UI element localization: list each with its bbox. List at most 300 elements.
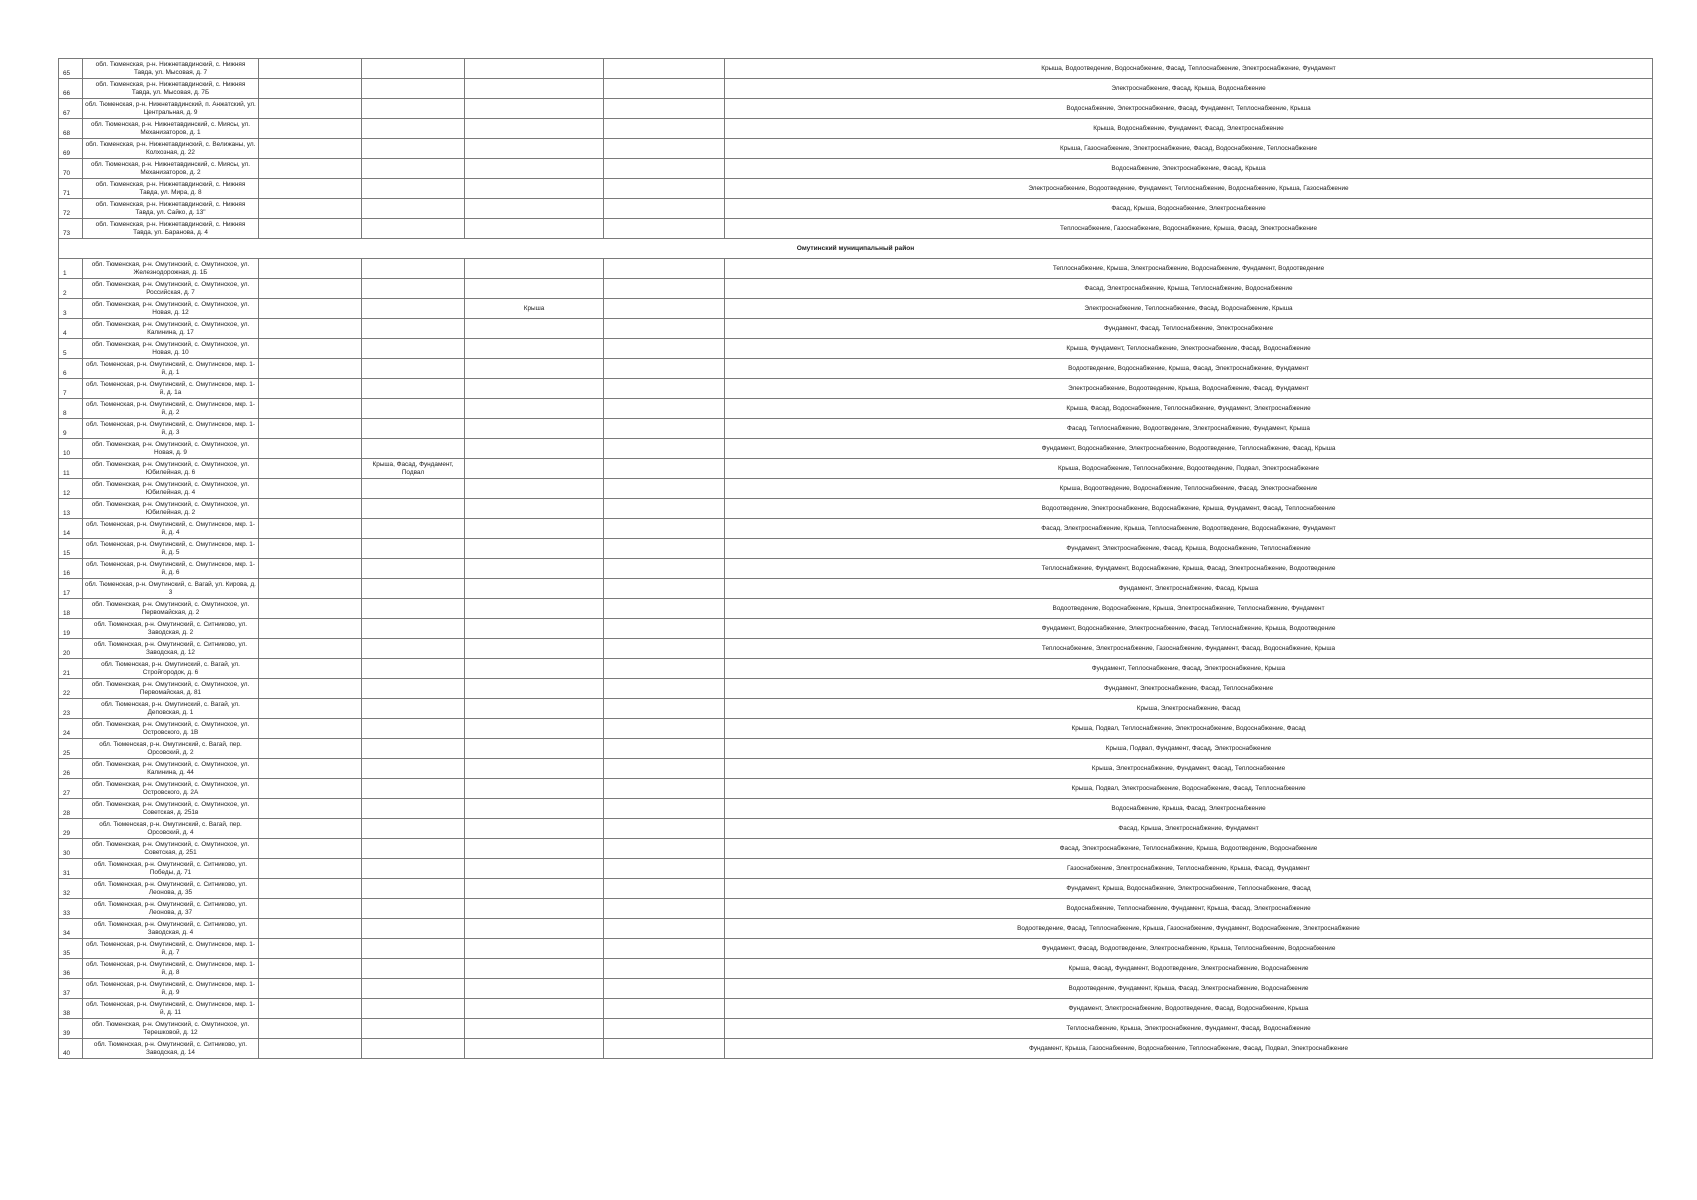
column-4-cell bbox=[362, 139, 465, 159]
row-number: 13 bbox=[59, 499, 83, 519]
column-5-cell bbox=[465, 959, 604, 979]
column-5-cell bbox=[465, 119, 604, 139]
row-number: 39 bbox=[59, 1019, 83, 1039]
column-4-cell bbox=[362, 319, 465, 339]
column-4-cell bbox=[362, 499, 465, 519]
column-4-cell bbox=[362, 999, 465, 1019]
address-cell: обл. Тюменская, р-н. Омутинский, с. Омутинское, ул. Юбилейная, д. 4 bbox=[83, 479, 259, 499]
column-6-cell bbox=[604, 299, 725, 319]
column-4-cell bbox=[362, 799, 465, 819]
table-row bbox=[59, 419, 1653, 439]
column-3-cell bbox=[259, 399, 362, 419]
column-6-cell bbox=[604, 419, 725, 439]
column-4-cell bbox=[362, 979, 465, 999]
column-6-cell bbox=[604, 379, 725, 399]
column-3-cell bbox=[259, 99, 362, 119]
address-cell: обл. Тюменская, р-н. Омутинский, с. Омутинское, мкр. 1-й, д. 1а bbox=[83, 379, 259, 399]
address-cell: обл. Тюменская, р-н. Омутинский, с. Омутинское, ул. Калинина, д. 44 bbox=[83, 759, 259, 779]
row-number: 4 bbox=[59, 319, 83, 339]
column-5-cell bbox=[465, 979, 604, 999]
row-number: 36 bbox=[59, 959, 83, 979]
column-6-cell bbox=[604, 819, 725, 839]
column-3-cell bbox=[259, 479, 362, 499]
column-3-cell bbox=[259, 699, 362, 719]
table-row bbox=[59, 859, 1653, 879]
column-6-cell bbox=[604, 499, 725, 519]
address-cell: обл. Тюменская, р-н. Омутинский, с. Ситниково, ул. Заводская, д. 4 bbox=[83, 919, 259, 939]
works-list-cell: Электроснабжение, Фасад, Крыша, Водоснабжение bbox=[725, 79, 1653, 99]
column-5-cell bbox=[465, 779, 604, 799]
row-number: 7 bbox=[59, 379, 83, 399]
works-list-cell: Фасад, Крыша, Водоснабжение, Электроснабжение bbox=[725, 199, 1653, 219]
row-number: 8 bbox=[59, 399, 83, 419]
row-number: 29 bbox=[59, 819, 83, 839]
table-row bbox=[59, 839, 1653, 859]
column-4-cell bbox=[362, 879, 465, 899]
column-4-cell bbox=[362, 919, 465, 939]
address-cell: обл. Тюменская, р-н. Нижнетавдинский, с. Миясы, ул. Механизаторов, д. 1 bbox=[83, 119, 259, 139]
row-number: 27 bbox=[59, 779, 83, 799]
column-5-cell bbox=[465, 319, 604, 339]
column-6-cell bbox=[604, 739, 725, 759]
works-list-cell: Фасад, Электроснабжение, Теплоснабжение, Крыша, Водоотведение, Водоснабжение bbox=[725, 839, 1653, 859]
works-list-cell: Электроснабжение, Теплоснабжение, Фасад, Водоснабжение, Крыша bbox=[725, 299, 1653, 319]
works-list-cell: Водоотведение, Водоснабжение, Крыша, Фасад, Электроснабжение, Фундамент bbox=[725, 359, 1653, 379]
column-3-cell bbox=[259, 719, 362, 739]
section-header-row bbox=[59, 239, 1653, 259]
column-3-cell bbox=[259, 379, 362, 399]
column-5-cell bbox=[465, 199, 604, 219]
row-number: 28 bbox=[59, 799, 83, 819]
table-row bbox=[59, 299, 1653, 319]
address-cell: обл. Тюменская, р-н. Омутинский, с. Омутинское, ул. Островского, д. 2А bbox=[83, 779, 259, 799]
address-cell: обл. Тюменская, р-н. Омутинский, с. Омутинское, ул. Юбилейная, д. 2 bbox=[83, 499, 259, 519]
column-5-cell bbox=[465, 379, 604, 399]
address-cell: обл. Тюменская, р-н. Омутинский, с. Ситниково, ул. Заводская, д. 2 bbox=[83, 619, 259, 639]
column-3-cell bbox=[259, 559, 362, 579]
table-row bbox=[59, 699, 1653, 719]
address-cell: обл. Тюменская, р-н. Омутинский, с. Омутинское, ул. Советская, д. 251 bbox=[83, 839, 259, 859]
column-6-cell bbox=[604, 679, 725, 699]
works-list-cell: Крыша, Водоснабжение, Теплоснабжение, Водоотведение, Подвал, Электроснабжение bbox=[725, 459, 1653, 479]
address-cell: обл. Тюменская, р-н. Омутинский, с. Омутинское, ул. Калинина, д. 17 bbox=[83, 319, 259, 339]
row-number: 70 bbox=[59, 159, 83, 179]
column-3-cell bbox=[259, 959, 362, 979]
column-6-cell bbox=[604, 119, 725, 139]
column-4-cell bbox=[362, 539, 465, 559]
column-4-cell bbox=[362, 119, 465, 139]
column-3-cell bbox=[259, 759, 362, 779]
column-4-cell bbox=[362, 479, 465, 499]
row-number: 33 bbox=[59, 899, 83, 919]
row-number: 22 bbox=[59, 679, 83, 699]
column-4-cell bbox=[362, 559, 465, 579]
works-list-cell: Фундамент, Электроснабжение, Водоотведение, Фасад, Водоснабжение, Крыша bbox=[725, 999, 1653, 1019]
column-6-cell bbox=[604, 159, 725, 179]
column-5-cell bbox=[465, 559, 604, 579]
table-row bbox=[59, 719, 1653, 739]
column-6-cell bbox=[604, 259, 725, 279]
works-list-cell: Газоснабжение, Электроснабжение, Теплоснабжение, Крыша, Фасад, Фундамент bbox=[725, 859, 1653, 879]
works-list-cell: Крыша, Водоотведение, Водоснабжение, Теплоснабжение, Фасад, Электроснабжение bbox=[725, 479, 1653, 499]
column-5-cell bbox=[465, 859, 604, 879]
table-row bbox=[59, 99, 1653, 119]
column-3-cell bbox=[259, 319, 362, 339]
row-number: 71 bbox=[59, 179, 83, 199]
address-cell: обл. Тюменская, р-н. Нижнетавдинский, с. Миясы, ул. Механизаторов, д. 2 bbox=[83, 159, 259, 179]
column-5-cell bbox=[465, 519, 604, 539]
column-3-cell bbox=[259, 579, 362, 599]
column-6-cell bbox=[604, 459, 725, 479]
address-cell: обл. Тюменская, р-н. Омутинский, с. Ситниково, ул. Леонова, д. 35 bbox=[83, 879, 259, 899]
column-6-cell bbox=[604, 539, 725, 559]
works-list-cell: Крыша, Электроснабжение, Фундамент, Фасад, Теплоснабжение bbox=[725, 759, 1653, 779]
column-4-cell bbox=[362, 379, 465, 399]
column-5-cell bbox=[465, 499, 604, 519]
column-4-cell bbox=[362, 519, 465, 539]
column-4-cell bbox=[362, 179, 465, 199]
column-3-cell bbox=[259, 459, 362, 479]
table-row bbox=[59, 199, 1653, 219]
column-4-cell bbox=[362, 399, 465, 419]
works-list-cell: Водоотведение, Фасад, Теплоснабжение, Крыша, Газоснабжение, Фундамент, Водоснабжение, Электроснабжение bbox=[725, 919, 1653, 939]
column-3-cell bbox=[259, 119, 362, 139]
address-cell: обл. Тюменская, р-н. Омутинский, с. Омутинское, ул. Российская, д. 7 bbox=[83, 279, 259, 299]
row-number: 40 bbox=[59, 1039, 83, 1059]
column-6-cell bbox=[604, 919, 725, 939]
column-5-cell bbox=[465, 179, 604, 199]
column-5-cell bbox=[465, 159, 604, 179]
address-cell: обл. Тюменская, р-н. Омутинский, с. Омутинское, ул. Советская, д. 251в bbox=[83, 799, 259, 819]
column-3-cell bbox=[259, 539, 362, 559]
column-5-cell bbox=[465, 399, 604, 419]
column-6-cell bbox=[604, 179, 725, 199]
column-4-cell bbox=[362, 259, 465, 279]
address-cell: обл. Тюменская, р-н. Нижнетавдинский, с. Нижняя Тавда, ул. Сайко, д. 13" bbox=[83, 199, 259, 219]
table-row bbox=[59, 939, 1653, 959]
works-list-cell: Фундамент, Фасад, Водоотведение, Электроснабжение, Крыша, Теплоснабжение, Водоснабжение bbox=[725, 939, 1653, 959]
column-4-cell bbox=[362, 79, 465, 99]
column-3-cell bbox=[259, 259, 362, 279]
column-6-cell bbox=[604, 399, 725, 419]
column-4-cell bbox=[362, 159, 465, 179]
address-cell: обл. Тюменская, р-н. Омутинский, с. Омутинское, мкр. 1-й, д. 1 bbox=[83, 359, 259, 379]
address-cell: обл. Тюменская, р-н. Омутинский, с. Вагай, ул. Стройгородок, д. 6 bbox=[83, 659, 259, 679]
column-4-cell bbox=[362, 679, 465, 699]
row-number: 37 bbox=[59, 979, 83, 999]
column-3-cell bbox=[259, 999, 362, 1019]
column-6-cell bbox=[604, 319, 725, 339]
column-4-cell bbox=[362, 219, 465, 239]
table-row bbox=[59, 879, 1653, 899]
column-5-cell bbox=[465, 739, 604, 759]
works-list-cell: Теплоснабжение, Крыша, Электроснабжение, Водоснабжение, Фундамент, Водоотведение bbox=[725, 259, 1653, 279]
column-4-cell bbox=[362, 639, 465, 659]
table-row bbox=[59, 679, 1653, 699]
column-3-cell bbox=[259, 879, 362, 899]
column-6-cell bbox=[604, 979, 725, 999]
column-3-cell bbox=[259, 499, 362, 519]
works-list-cell: Водоснабжение, Электроснабжение, Фасад, Фундамент, Теплоснабжение, Крыша bbox=[725, 99, 1653, 119]
column-5-cell bbox=[465, 439, 604, 459]
row-number: 73 bbox=[59, 219, 83, 239]
column-3-cell bbox=[259, 859, 362, 879]
column-4-cell bbox=[362, 719, 465, 739]
column-6-cell bbox=[604, 939, 725, 959]
address-cell: обл. Тюменская, р-н. Омутинский, с. Омутинское, мкр. 1-й, д. 6 bbox=[83, 559, 259, 579]
column-3-cell bbox=[259, 79, 362, 99]
column-3-cell bbox=[259, 179, 362, 199]
table-row bbox=[59, 319, 1653, 339]
table-row bbox=[59, 979, 1653, 999]
row-number: 72 bbox=[59, 199, 83, 219]
works-list-cell: Крыша, Газоснабжение, Электроснабжение, Фасад, Водоснабжение, Теплоснабжение bbox=[725, 139, 1653, 159]
address-cell: обл. Тюменская, р-н. Омутинский, с. Вагай, пер. Орсовский, д. 4 bbox=[83, 819, 259, 839]
column-6-cell bbox=[604, 839, 725, 859]
row-number: 20 bbox=[59, 639, 83, 659]
column-6-cell bbox=[604, 779, 725, 799]
row-number: 67 bbox=[59, 99, 83, 119]
column-4-cell bbox=[362, 819, 465, 839]
row-number: 35 bbox=[59, 939, 83, 959]
row-number: 26 bbox=[59, 759, 83, 779]
column-3-cell bbox=[259, 779, 362, 799]
row-number: 31 bbox=[59, 859, 83, 879]
column-6-cell bbox=[604, 479, 725, 499]
table-row bbox=[59, 639, 1653, 659]
table-row bbox=[59, 799, 1653, 819]
works-list-cell: Фундамент, Теплоснабжение, Фасад, Электроснабжение, Крыша bbox=[725, 659, 1653, 679]
column-5-cell bbox=[465, 259, 604, 279]
works-list-cell: Водоснабжение, Теплоснабжение, Фундамент, Крыша, Фасад, Электроснабжение bbox=[725, 899, 1653, 919]
row-number: 23 bbox=[59, 699, 83, 719]
column-5-cell bbox=[465, 459, 604, 479]
works-list-cell: Крыша, Водоотведение, Водоснабжение, Фасад, Теплоснабжение, Электроснабжение, Фундамент bbox=[725, 59, 1653, 79]
row-number: 34 bbox=[59, 919, 83, 939]
column-6-cell bbox=[604, 759, 725, 779]
table-row bbox=[59, 779, 1653, 799]
table-row bbox=[59, 399, 1653, 419]
column-4-cell bbox=[362, 419, 465, 439]
works-list-cell: Фундамент, Электроснабжение, Фасад, Крыша bbox=[725, 579, 1653, 599]
column-6-cell bbox=[604, 799, 725, 819]
row-number: 6 bbox=[59, 359, 83, 379]
address-cell: обл. Тюменская, р-н. Нижнетавдинский, с. Нижняя Тавда, ул. Мысовая, д. 7 bbox=[83, 59, 259, 79]
column-4-cell bbox=[362, 579, 465, 599]
address-cell: обл. Тюменская, р-н. Омутинский, с. Омутинское, ул. Новая, д. 9 bbox=[83, 439, 259, 459]
table-row bbox=[59, 1019, 1653, 1039]
works-table bbox=[58, 58, 1653, 1059]
column-6-cell bbox=[604, 639, 725, 659]
column-5-cell bbox=[465, 599, 604, 619]
column-4-cell bbox=[362, 619, 465, 639]
table-row bbox=[59, 999, 1653, 1019]
column-4-cell bbox=[362, 299, 465, 319]
works-list-cell: Водоотведение, Электроснабжение, Водоснабжение, Крыша, Фундамент, Фасад, Теплоснабжение bbox=[725, 499, 1653, 519]
address-cell: обл. Тюменская, р-н. Омутинский, с. Омутинское, мкр. 1-й, д. 9 bbox=[83, 979, 259, 999]
table-row bbox=[59, 159, 1653, 179]
column-4-cell bbox=[362, 779, 465, 799]
column-3-cell bbox=[259, 679, 362, 699]
column-3-cell bbox=[259, 899, 362, 919]
row-number: 17 bbox=[59, 579, 83, 599]
address-cell: обл. Тюменская, р-н. Омутинский, с. Омутинское, мкр. 1-й, д. 3 bbox=[83, 419, 259, 439]
column-4-cell bbox=[362, 939, 465, 959]
table-body-after-section bbox=[59, 259, 1653, 1059]
column-5-cell bbox=[465, 59, 604, 79]
column-4-cell bbox=[362, 659, 465, 679]
column-6-cell bbox=[604, 279, 725, 299]
works-list-cell: Фасад, Электроснабжение, Крыша, Теплоснабжение, Водоснабжение bbox=[725, 279, 1653, 299]
table-row bbox=[59, 759, 1653, 779]
column-3-cell bbox=[259, 639, 362, 659]
address-cell: обл. Тюменская, р-н. Нижнетавдинский, с. Велижаны, ул. Колхозная, д. 22 bbox=[83, 139, 259, 159]
address-cell: обл. Тюменская, р-н. Омутинский, с. Ситниково, ул. Победы, д. 71 bbox=[83, 859, 259, 879]
column-4-cell bbox=[362, 1019, 465, 1039]
works-list-cell: Крыша, Подвал, Теплоснабжение, Электроснабжение, Водоснабжение, Фасад bbox=[725, 719, 1653, 739]
works-list-cell: Крыша, Фундамент, Теплоснабжение, Электроснабжение, Фасад, Водоснабжение bbox=[725, 339, 1653, 359]
column-4-cell bbox=[362, 699, 465, 719]
column-3-cell bbox=[259, 439, 362, 459]
column-5-cell bbox=[465, 699, 604, 719]
works-list-cell: Крыша, Фасад, Водоснабжение, Теплоснабжение, Фундамент, Электроснабжение bbox=[725, 399, 1653, 419]
column-3-cell bbox=[259, 659, 362, 679]
column-6-cell bbox=[604, 79, 725, 99]
works-list-cell: Электроснабжение, Водоотведение, Крыша, Водоснабжение, Фасад, Фундамент bbox=[725, 379, 1653, 399]
works-list-cell: Водоотведение, Водоснабжение, Крыша, Электроснабжение, Теплоснабжение, Фундамент bbox=[725, 599, 1653, 619]
table-row bbox=[59, 619, 1653, 639]
works-list-cell: Фундамент, Водоснабжение, Электроснабжение, Водоотведение, Теплоснабжение, Фасад, Крыша bbox=[725, 439, 1653, 459]
address-cell: обл. Тюменская, р-н. Омутинский, с. Омутинское, ул. Первомайская, д. 81 bbox=[83, 679, 259, 699]
works-list-cell: Фундамент, Крыша, Водоснабжение, Электроснабжение, Теплоснабжение, Фасад bbox=[725, 879, 1653, 899]
column-6-cell bbox=[604, 199, 725, 219]
table-row bbox=[59, 219, 1653, 239]
table-row bbox=[59, 899, 1653, 919]
address-cell: обл. Тюменская, р-н. Омутинский, с. Омутинское, мкр. 1-й, д. 7 bbox=[83, 939, 259, 959]
column-3-cell bbox=[259, 979, 362, 999]
address-cell: обл. Тюменская, р-н. Омутинский, с. Вагай, ул. Кирова, д. 3 bbox=[83, 579, 259, 599]
table-row bbox=[59, 739, 1653, 759]
table-row bbox=[59, 919, 1653, 939]
table-body-before-section bbox=[59, 59, 1653, 239]
table-row bbox=[59, 959, 1653, 979]
row-number: 10 bbox=[59, 439, 83, 459]
works-list-cell: Водоснабжение, Электроснабжение, Фасад, Крыша bbox=[725, 159, 1653, 179]
column-4-cell bbox=[362, 899, 465, 919]
column-5-cell bbox=[465, 359, 604, 379]
column-6-cell bbox=[604, 619, 725, 639]
column-3-cell bbox=[259, 139, 362, 159]
row-number: 14 bbox=[59, 519, 83, 539]
address-cell: обл. Тюменская, р-н. Нижнетавдинский, с. Нижняя Тавда, ул. Мира, д. 8 bbox=[83, 179, 259, 199]
works-list-cell: Теплоснабжение, Фундамент, Водоснабжение, Крыша, Фасад, Электроснабжение, Водоотведение bbox=[725, 559, 1653, 579]
row-number: 19 bbox=[59, 619, 83, 639]
row-number: 38 bbox=[59, 999, 83, 1019]
column-6-cell bbox=[604, 659, 725, 679]
column-4-cell bbox=[362, 859, 465, 879]
column-5-cell bbox=[465, 579, 604, 599]
column-3-cell bbox=[259, 159, 362, 179]
column-5-cell bbox=[465, 879, 604, 899]
column-3-cell bbox=[259, 599, 362, 619]
column-4-cell: Крыша, Фасад, Фундамент, Подвал bbox=[362, 459, 465, 479]
table-row bbox=[59, 79, 1653, 99]
row-number: 1 bbox=[59, 259, 83, 279]
column-3-cell bbox=[259, 59, 362, 79]
column-4-cell bbox=[362, 739, 465, 759]
column-5-cell bbox=[465, 219, 604, 239]
works-list-cell: Фундамент, Фасад, Теплоснабжение, Электроснабжение bbox=[725, 319, 1653, 339]
column-4-cell bbox=[362, 959, 465, 979]
table-row bbox=[59, 819, 1653, 839]
table-row bbox=[59, 459, 1653, 479]
column-5-cell: Крыша bbox=[465, 299, 604, 319]
column-5-cell bbox=[465, 419, 604, 439]
column-3-cell bbox=[259, 919, 362, 939]
column-5-cell bbox=[465, 679, 604, 699]
address-cell: обл. Тюменская, р-н. Нижнетавдинский, с. Нижняя Тавда, ул. Баранова, д. 4 bbox=[83, 219, 259, 239]
column-5-cell bbox=[465, 539, 604, 559]
works-list-cell: Теплоснабжение, Крыша, Электроснабжение, Фундамент, Фасад, Водоснабжение bbox=[725, 1019, 1653, 1039]
column-6-cell bbox=[604, 359, 725, 379]
column-3-cell bbox=[259, 839, 362, 859]
section-header-body bbox=[59, 239, 1653, 259]
table-row bbox=[59, 599, 1653, 619]
works-list-cell: Крыша, Подвал, Фундамент, Фасад, Электроснабжение bbox=[725, 739, 1653, 759]
table-row bbox=[59, 1039, 1653, 1059]
works-list-cell: Фундамент, Водоснабжение, Электроснабжение, Фасад, Теплоснабжение, Крыша, Водоотведение bbox=[725, 619, 1653, 639]
column-4-cell bbox=[362, 599, 465, 619]
column-5-cell bbox=[465, 999, 604, 1019]
column-4-cell bbox=[362, 99, 465, 119]
column-5-cell bbox=[465, 339, 604, 359]
column-5-cell bbox=[465, 939, 604, 959]
table-row bbox=[59, 139, 1653, 159]
column-5-cell bbox=[465, 279, 604, 299]
section-title: Омутинский муниципальный район bbox=[59, 239, 1653, 259]
column-5-cell bbox=[465, 919, 604, 939]
row-number: 24 bbox=[59, 719, 83, 739]
address-cell: обл. Тюменская, р-н. Омутинский, с. Омутинское, мкр. 1-й, д. 11 bbox=[83, 999, 259, 1019]
column-3-cell bbox=[259, 199, 362, 219]
row-number: 12 bbox=[59, 479, 83, 499]
table-row bbox=[59, 519, 1653, 539]
table-row bbox=[59, 439, 1653, 459]
column-5-cell bbox=[465, 479, 604, 499]
column-5-cell bbox=[465, 799, 604, 819]
row-number: 18 bbox=[59, 599, 83, 619]
column-6-cell bbox=[604, 59, 725, 79]
column-5-cell bbox=[465, 759, 604, 779]
column-3-cell bbox=[259, 359, 362, 379]
address-cell: обл. Тюменская, р-н. Омутинский, с. Вагай, ул. Деповская, д. 1 bbox=[83, 699, 259, 719]
row-number: 3 bbox=[59, 299, 83, 319]
table-row bbox=[59, 339, 1653, 359]
column-6-cell bbox=[604, 859, 725, 879]
address-cell: обл. Тюменская, р-н. Омутинский, с. Омутинское, ул. Железнодорожная, д. 1Б bbox=[83, 259, 259, 279]
column-4-cell bbox=[362, 839, 465, 859]
column-3-cell bbox=[259, 339, 362, 359]
column-3-cell bbox=[259, 739, 362, 759]
address-cell: обл. Тюменская, р-н. Омутинский, с. Ситниково, ул. Леонова, д. 37 bbox=[83, 899, 259, 919]
column-3-cell bbox=[259, 819, 362, 839]
address-cell: обл. Тюменская, р-н. Омутинский, с. Вагай, пер. Орсовский, д. 2 bbox=[83, 739, 259, 759]
row-number: 2 bbox=[59, 279, 83, 299]
row-number: 66 bbox=[59, 79, 83, 99]
works-list-cell: Крыша, Водоснабжение, Фундамент, Фасад, Электроснабжение bbox=[725, 119, 1653, 139]
column-6-cell bbox=[604, 519, 725, 539]
row-number: 21 bbox=[59, 659, 83, 679]
